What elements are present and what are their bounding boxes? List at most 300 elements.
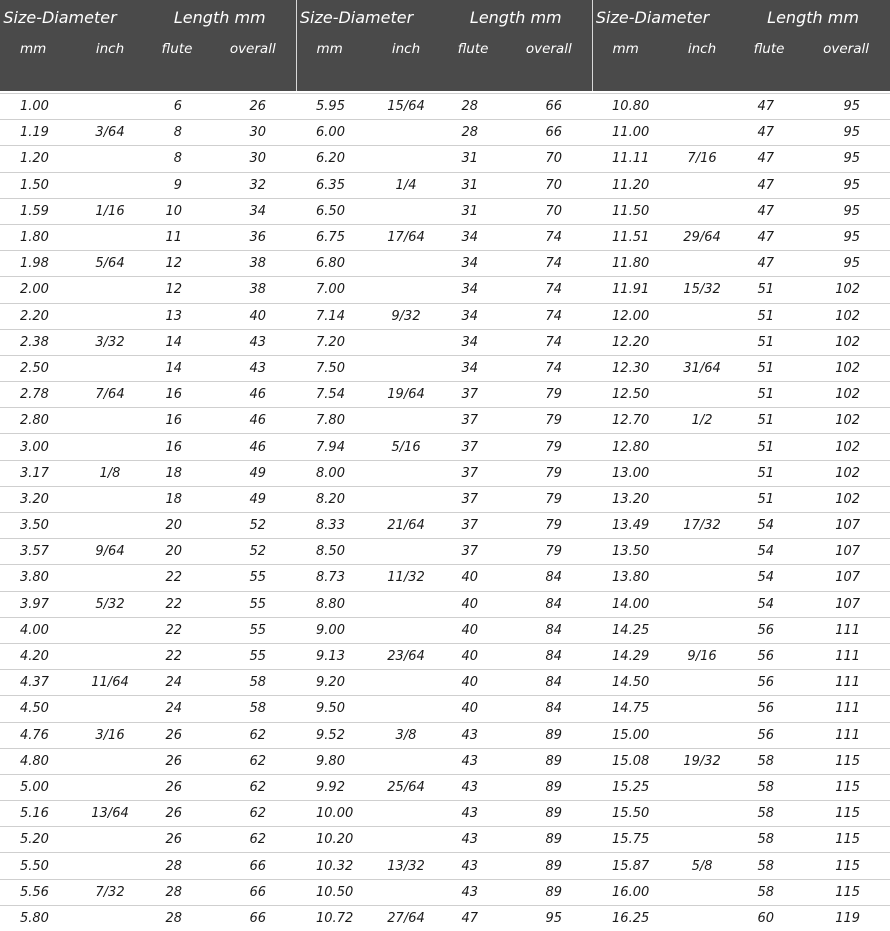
flute-cell: 51: [736, 486, 802, 512]
inch-cell: 5/16: [372, 434, 440, 460]
inch-cell: [668, 120, 736, 146]
flute-cell: 56: [736, 643, 802, 669]
mm-cell: 15.50: [592, 801, 668, 827]
mm-cell: 11.00: [592, 120, 668, 146]
flute-cell: 47: [736, 224, 802, 250]
flute-cell: 40: [440, 643, 506, 669]
overall-cell: 89: [506, 722, 592, 748]
mm-cell: 2.80: [0, 408, 76, 434]
overall-cell: 30: [210, 120, 296, 146]
inch-cell: [76, 748, 144, 774]
flute-cell: 58: [736, 774, 802, 800]
flute-cell: 16: [144, 408, 210, 434]
inch-cell: 11/64: [76, 670, 144, 696]
mm-heading-2: mm: [296, 35, 372, 91]
overall-cell: 95: [802, 120, 890, 146]
flute-cell: 43: [440, 722, 506, 748]
inch-cell: [372, 801, 440, 827]
inch-cell: 9/16: [668, 643, 736, 669]
overall-cell: 79: [506, 539, 592, 565]
flute-cell: 54: [736, 565, 802, 591]
mm-cell: 5.20: [0, 827, 76, 853]
flute-cell: 51: [736, 434, 802, 460]
mm-cell: 11.11: [592, 146, 668, 172]
overall-cell: 111: [802, 670, 890, 696]
inch-cell: [76, 774, 144, 800]
mm-heading-1: mm: [0, 35, 76, 91]
inch-cell: [668, 329, 736, 355]
overall-cell: 55: [210, 591, 296, 617]
flute-cell: 34: [440, 277, 506, 303]
overall-cell: 62: [210, 722, 296, 748]
overall-cell: 46: [210, 408, 296, 434]
mm-cell: 4.76: [0, 722, 76, 748]
inch-cell: 1/4: [372, 172, 440, 198]
overall-cell: 95: [802, 251, 890, 277]
table-body: [0, 91, 890, 931]
mm-cell: 1.50: [0, 172, 76, 198]
flute-cell: 54: [736, 539, 802, 565]
flute-cell: 51: [736, 408, 802, 434]
mm-cell: 3.50: [0, 513, 76, 539]
flute-cell: 31: [440, 172, 506, 198]
mm-cell: 14.29: [592, 643, 668, 669]
mm-cell: 14.00: [592, 591, 668, 617]
mm-cell: 13.49: [592, 513, 668, 539]
flute-cell: 40: [440, 617, 506, 643]
table-row: [0, 827, 890, 853]
overall-cell: 95: [545, 910, 563, 926]
flute-cell: 14: [144, 329, 210, 355]
table-row: [0, 617, 890, 643]
inch-cell: [668, 879, 736, 905]
flute-cell: 9: [144, 172, 210, 198]
inch-cell: 3/64: [76, 120, 144, 146]
inch-cell: [372, 696, 440, 722]
flute-cell: 58: [736, 801, 802, 827]
table-row: [0, 198, 890, 224]
mm-cell: 6.00: [296, 120, 372, 146]
inch-heading-1: inch: [76, 35, 144, 91]
flute-cell: 8: [144, 120, 210, 146]
mm-cell: 4.00: [0, 617, 76, 643]
inch-heading-2: inch: [372, 35, 440, 91]
flute-cell: 11: [144, 224, 210, 250]
mm-cell: 4.37: [0, 670, 76, 696]
overall-cell: 102: [802, 460, 890, 486]
inch-cell: 19/32: [668, 748, 736, 774]
inch-cell: [668, 198, 736, 224]
overall-cell: 26: [210, 94, 296, 120]
overall-cell: 102: [802, 303, 890, 329]
flute-cell: 37: [440, 382, 506, 408]
mm-heading-3: mm: [592, 35, 668, 91]
overall-cell: 55: [210, 643, 296, 669]
inch-cell: [372, 748, 440, 774]
mm-cell: 7.20: [296, 329, 372, 355]
overall-cell: 62: [210, 748, 296, 774]
overall-cell: 70: [506, 146, 592, 172]
mm-cell: 1.59: [0, 198, 76, 224]
mm-cell: 8.20: [296, 486, 372, 512]
inch-cell: [668, 303, 736, 329]
overall-cell: 84: [506, 617, 592, 643]
flute-cell: 47: [736, 251, 802, 277]
size-diameter-heading-3: Size-Diameter: [592, 0, 736, 35]
table-row: [0, 513, 890, 539]
mm-cell: 13.80: [592, 565, 668, 591]
mm-cell: 7.00: [296, 277, 372, 303]
mm-cell: 7.54: [296, 382, 372, 408]
flute-cell: 22: [144, 591, 210, 617]
inch-cell: 17/32: [668, 513, 736, 539]
overall-cell: 74: [506, 251, 592, 277]
overall-cell: 74: [506, 303, 592, 329]
flute-cell: 28: [440, 120, 506, 146]
flute-cell: 10: [144, 198, 210, 224]
overall-cell: 84: [506, 565, 592, 591]
inch-cell: [76, 565, 144, 591]
overall-cell: 107: [802, 513, 890, 539]
mm-cell: 12.30: [592, 355, 668, 381]
table-row: [0, 696, 890, 722]
flute-cell: 56: [736, 670, 802, 696]
flute-cell: 26: [144, 827, 210, 853]
table-row: [0, 565, 890, 591]
overall-cell: 49: [210, 486, 296, 512]
inch-cell: [76, 434, 144, 460]
flute-cell: 58: [736, 879, 802, 905]
length-mm-heading-1: Length mm: [144, 0, 296, 35]
overall-cell: 55: [210, 617, 296, 643]
header-row-units: [0, 35, 890, 91]
size-diameter-heading-1: Size-Diameter: [0, 0, 144, 35]
inch-cell: [668, 251, 736, 277]
flute-cell: 43: [440, 801, 506, 827]
inch-cell: 13/64: [76, 801, 144, 827]
table-row: [0, 748, 890, 774]
inch-cell: [668, 801, 736, 827]
mm-cell: 9.80: [296, 748, 372, 774]
flute-cell: 54: [736, 513, 802, 539]
table-row: [0, 591, 890, 617]
mm-cell: 8.80: [296, 591, 372, 617]
overall-cell: 40: [210, 303, 296, 329]
overall-cell: 89: [506, 801, 592, 827]
overall-cell: 102: [802, 408, 890, 434]
inch-cell: 17/64: [372, 224, 440, 250]
flute-cell: 26: [144, 748, 210, 774]
table-row: [0, 355, 890, 381]
overall-cell: 84: [506, 643, 592, 669]
flute-cell: 58: [736, 748, 802, 774]
overall-cell: 52: [210, 539, 296, 565]
flute-cell: 47: [736, 172, 802, 198]
overall-heading-1: overall: [210, 35, 296, 91]
inch-cell: [76, 696, 144, 722]
table-row: [0, 853, 890, 879]
mm-cell: 11.20: [592, 172, 668, 198]
mm-cell: 5.95: [296, 94, 372, 120]
mm-cell: 4.20: [0, 643, 76, 669]
flute-cell: 40: [440, 591, 506, 617]
mm-cell: 10.50: [296, 879, 372, 905]
inch-cell: 7/64: [76, 382, 144, 408]
table-row: [0, 670, 890, 696]
flute-cell: 56: [736, 696, 802, 722]
flute-cell: 18: [144, 460, 210, 486]
inch-cell: [76, 94, 144, 120]
flute-cell: 12: [144, 251, 210, 277]
mm-cell: 2.20: [0, 303, 76, 329]
inch-cell: [668, 539, 736, 565]
inch-cell: 29/64: [668, 224, 736, 250]
inch-cell: [668, 565, 736, 591]
mm-cell: 5.00: [0, 774, 76, 800]
mm-cell: 5.56: [0, 879, 76, 905]
overall-cell: 95: [802, 198, 890, 224]
mm-cell: 11.50: [592, 198, 668, 224]
inch-cell: [76, 355, 144, 381]
mm-cell: 6.35: [296, 172, 372, 198]
flute-heading-1: flute: [144, 35, 210, 91]
table-row: [0, 486, 890, 512]
flute-cell: 40: [440, 696, 506, 722]
inch-cell: [668, 591, 736, 617]
flute-cell: 6: [144, 94, 210, 120]
inch-cell: [76, 172, 144, 198]
inch-cell: [76, 408, 144, 434]
mm-cell: 15.87: [592, 853, 668, 879]
table-row: [0, 146, 890, 172]
mm-cell: 12.70: [592, 408, 668, 434]
inch-cell: [668, 905, 736, 931]
mm-cell: 13.20: [592, 486, 668, 512]
inch-cell: 3/8: [372, 722, 440, 748]
inch-cell: 5/64: [76, 251, 144, 277]
flute-cell: 22: [144, 617, 210, 643]
overall-cell: 89: [506, 748, 592, 774]
mm-cell: 1.20: [0, 146, 76, 172]
overall-cell: 46: [210, 382, 296, 408]
inch-cell: [668, 172, 736, 198]
overall-cell: 66: [506, 94, 592, 120]
mm-cell: 6.75: [296, 224, 372, 250]
overall-cell: 79: [506, 513, 592, 539]
inch-cell: [372, 146, 440, 172]
overall-cell: 79: [506, 408, 592, 434]
overall-cell: 95: [802, 94, 890, 120]
inch-cell: 19/64: [372, 382, 440, 408]
mm-cell: 7.94: [296, 434, 372, 460]
overall-cell: 102: [802, 277, 890, 303]
overall-cell: 52: [210, 513, 296, 539]
flute-cell: 20: [144, 513, 210, 539]
mm-cell: 12.50: [592, 382, 668, 408]
mm-cell: 3.97: [0, 591, 76, 617]
inch-heading-3: inch: [668, 35, 736, 91]
inch-cell: 27/64: [387, 910, 425, 926]
overall-cell: 84: [506, 591, 592, 617]
flute-cell: 28: [144, 853, 210, 879]
overall-cell: 111: [802, 643, 890, 669]
length-mm-heading-2: Length mm: [440, 0, 592, 35]
mm-cell: 10.32: [296, 853, 372, 879]
mm-cell: 3.17: [0, 460, 76, 486]
inch-cell: [668, 434, 736, 460]
flute-cell: 8: [144, 146, 210, 172]
mm-cell: 11.51: [592, 224, 668, 250]
inch-cell: [372, 277, 440, 303]
mm-cell: 16.25: [612, 910, 650, 926]
table-row: [0, 303, 890, 329]
overall-cell: 115: [802, 827, 890, 853]
overall-heading-2: overall: [506, 35, 592, 91]
overall-cell: 66: [506, 120, 592, 146]
mm-cell: 12.00: [592, 303, 668, 329]
mm-cell: 8.50: [296, 539, 372, 565]
overall-cell: 107: [802, 565, 890, 591]
inch-cell: [372, 120, 440, 146]
mm-cell: 3.80: [0, 565, 76, 591]
flute-cell: 13: [144, 303, 210, 329]
inch-cell: [372, 827, 440, 853]
mm-cell: 2.00: [0, 277, 76, 303]
overall-cell: 74: [506, 277, 592, 303]
inch-cell: [668, 617, 736, 643]
overall-cell: 49: [210, 460, 296, 486]
flute-cell: 34: [440, 329, 506, 355]
inch-cell: [76, 486, 144, 512]
overall-cell: 34: [210, 198, 296, 224]
mm-cell: 5.50: [0, 853, 76, 879]
overall-cell: 119: [835, 910, 861, 926]
table-row: [0, 722, 890, 748]
overall-cell: 74: [506, 355, 592, 381]
inch-cell: 9/32: [372, 303, 440, 329]
mm-cell: 14.50: [592, 670, 668, 696]
table-row: [0, 329, 890, 355]
inch-cell: [76, 513, 144, 539]
table-row: [0, 120, 890, 146]
flute-cell: 47: [736, 146, 802, 172]
mm-cell: 9.50: [296, 696, 372, 722]
mm-cell: 11.91: [592, 277, 668, 303]
mm-cell: 12.20: [592, 329, 668, 355]
inch-cell: 5/8: [668, 853, 736, 879]
mm-cell: 1.98: [0, 251, 76, 277]
inch-cell: [76, 303, 144, 329]
mm-cell: 13.00: [592, 460, 668, 486]
flute-cell: 37: [440, 486, 506, 512]
flute-cell: 16: [144, 382, 210, 408]
mm-cell: 7.80: [296, 408, 372, 434]
flute-cell: 28: [440, 94, 506, 120]
mm-cell: 3.20: [0, 486, 76, 512]
table-row: [0, 434, 890, 460]
overall-cell: 89: [506, 774, 592, 800]
mm-cell: 8.73: [296, 565, 372, 591]
flute-cell: 51: [736, 277, 802, 303]
mm-cell: 1.19: [0, 120, 76, 146]
inch-cell: [668, 382, 736, 408]
overall-cell: 62: [210, 801, 296, 827]
overall-cell: 95: [802, 146, 890, 172]
flute-cell: 31: [440, 198, 506, 224]
overall-cell: 84: [506, 670, 592, 696]
mm-cell: 16.00: [592, 879, 668, 905]
flute-cell: 51: [736, 460, 802, 486]
inch-cell: 25/64: [372, 774, 440, 800]
inch-cell: [668, 774, 736, 800]
flute-cell: 37: [440, 408, 506, 434]
mm-cell: 9.00: [296, 617, 372, 643]
mm-cell: 10.00: [296, 801, 372, 827]
mm-cell: 14.75: [592, 696, 668, 722]
inch-cell: [668, 722, 736, 748]
flute-cell: 37: [440, 513, 506, 539]
mm-cell: 15.75: [592, 827, 668, 853]
flute-cell: 37: [440, 539, 506, 565]
flute-cell: 47: [461, 910, 479, 926]
table-row: [0, 251, 890, 277]
inch-cell: [76, 905, 144, 931]
overall-cell: 102: [802, 434, 890, 460]
overall-cell: 66: [210, 853, 296, 879]
table-row: [0, 408, 890, 434]
flute-cell: 18: [144, 486, 210, 512]
overall-cell: 102: [802, 329, 890, 355]
overall-cell: 43: [210, 355, 296, 381]
overall-cell: 46: [210, 434, 296, 460]
overall-cell: 79: [506, 434, 592, 460]
inch-cell: 15/32: [668, 277, 736, 303]
mm-cell: 1.00: [0, 94, 76, 120]
flute-cell: 22: [144, 565, 210, 591]
inch-cell: [76, 277, 144, 303]
inch-cell: [668, 696, 736, 722]
overall-cell: 32: [210, 172, 296, 198]
overall-cell: 102: [802, 382, 890, 408]
length-mm-heading-3: Length mm: [736, 0, 890, 35]
mm-cell: 3.57: [0, 539, 76, 565]
overall-cell: 43: [210, 329, 296, 355]
table-row: [0, 94, 890, 120]
mm-cell: 5.16: [0, 801, 76, 827]
overall-cell: 107: [802, 539, 890, 565]
inch-cell: [372, 591, 440, 617]
flute-cell: 24: [144, 670, 210, 696]
inch-cell: [668, 670, 736, 696]
flute-cell: 43: [440, 827, 506, 853]
flute-cell: 58: [736, 853, 802, 879]
mm-cell: 13.50: [592, 539, 668, 565]
overall-cell: 111: [802, 617, 890, 643]
flute-cell: 58: [736, 827, 802, 853]
flute-cell: 12: [144, 277, 210, 303]
flute-cell: 14: [144, 355, 210, 381]
inch-cell: [372, 486, 440, 512]
mm-cell: 2.78: [0, 382, 76, 408]
mm-cell: 15.08: [592, 748, 668, 774]
flute-cell: 34: [440, 224, 506, 250]
inch-cell: 31/64: [668, 355, 736, 381]
mm-cell: 10.20: [296, 827, 372, 853]
flute-cell: 40: [440, 565, 506, 591]
inch-cell: [76, 224, 144, 250]
overall-cell: 102: [802, 486, 890, 512]
mm-cell: 2.38: [0, 329, 76, 355]
